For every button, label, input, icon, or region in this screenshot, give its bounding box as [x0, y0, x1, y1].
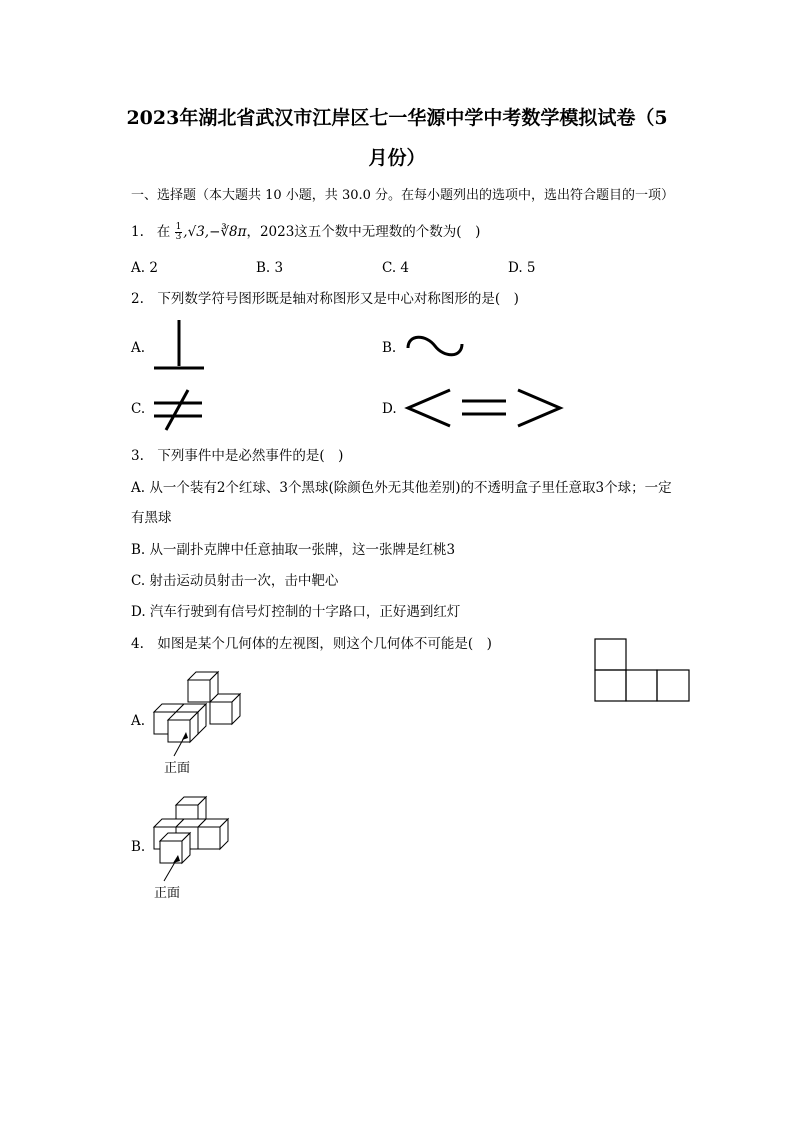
- question-1: [131, 222, 480, 242]
- left-view-figure: [594, 638, 692, 702]
- q4-option-a-cubes: [150, 668, 250, 756]
- q1-fraction: [175, 223, 183, 242]
- q1-radicals: ,√3,−∛8: [183, 224, 238, 240]
- section-heading: 一、选择题（本大题共 10 小题，共 30.0 分。在每小题列出的选项中，选出符合题目的一项）: [131, 188, 675, 203]
- not-equal-symbol-icon: [150, 388, 206, 432]
- page-title-line1: 2023年湖北省武汉市江岸区七一华源中学中考数学模拟试卷（5: [126, 107, 668, 129]
- q4-option-b-label: B.: [131, 839, 146, 855]
- q1-prefix: 在: [156, 224, 171, 240]
- q3-option-c: C. 射击运动员射击一次，击中靶心: [131, 573, 339, 589]
- q2-option-d-label: D.: [382, 401, 397, 417]
- q4-option-a-label: A.: [131, 713, 146, 729]
- q3-option-a-line1: A. 从一个装有2个红球、3个黑球(除颜色外无其他差别)的不透明盒子里任意取3个球；一定: [131, 480, 672, 496]
- q4-option-a-front-label: 正面: [164, 761, 191, 776]
- q3-option-b: B. 从一副扑克牌中任意抽取一张牌，这一张牌是红桃3: [131, 542, 456, 558]
- similar-symbol-icon: [404, 330, 466, 362]
- q1-option-b: B. 3: [256, 260, 284, 276]
- q2-option-c-label: C.: [131, 401, 146, 417]
- q1-option-d: D. 5: [508, 260, 536, 276]
- question-2: 2. 下列数学符号图形既是轴对称图形又是中心对称图形的是( ): [131, 291, 519, 307]
- q2-option-a-label: A.: [131, 340, 146, 356]
- q1-number: 1.: [131, 224, 144, 240]
- question-4: 4. 如图是某个几何体的左视图，则这个几何体不可能是( ): [131, 636, 492, 652]
- perpendicular-symbol-icon: [150, 318, 210, 374]
- q1-option-c: C. 4: [382, 260, 410, 276]
- q3-option-d: D. 汽车行驶到有信号灯控制的十字路口，正好遇到红灯: [131, 604, 461, 620]
- q2-option-b-label: B.: [382, 340, 397, 356]
- q4-option-b-front-label: 正面: [154, 886, 181, 901]
- equivalence-arrow-symbol-icon: [404, 386, 564, 432]
- page-title-line2: 月份）: [368, 147, 426, 169]
- q1-frac-denominator: 3: [175, 232, 182, 242]
- q4-option-b-cubes: [150, 793, 240, 883]
- q1-frac-numerator: 1: [175, 222, 182, 232]
- q1-pi: π: [237, 224, 247, 240]
- q3-option-a-line2: 有黑球: [131, 510, 172, 526]
- q1-option-a: A. 2: [131, 260, 158, 276]
- q1-suffix: ，2023这五个数中无理数的个数为( ): [246, 224, 481, 240]
- question-3: 3. 下列事件中是必然事件的是( ): [131, 448, 344, 464]
